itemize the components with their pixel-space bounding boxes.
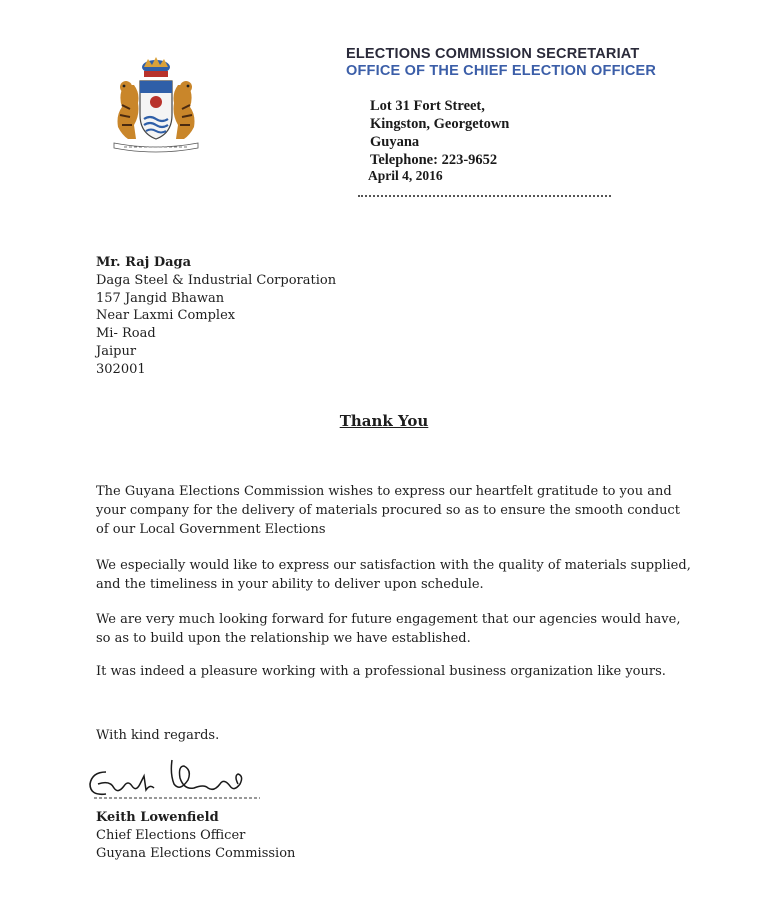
recipient-line: 302001: [96, 361, 146, 377]
recipient-block: [96, 254, 336, 379]
address-line: Guyana: [370, 134, 420, 150]
body-paragraph: We are very much looking forward for future engagement that our agencies would have, so as to build upon the relationship we have established.: [96, 612, 681, 646]
recipient-line: Near Laxmi Complex: [96, 308, 236, 324]
letter-date: April 4, 2016: [368, 168, 443, 183]
sender-address: [370, 97, 509, 169]
body-paragraph: The Guyana Elections Commission wishes to express our heartfelt gratitude to you and your company for the delivery of materials procured so as to ensure the smooth conduct of our Local Government Elections: [96, 484, 680, 537]
telephone-line: Telephone: 223-9652: [370, 152, 498, 168]
address-line: Lot 31 Fort Street,: [370, 98, 485, 114]
recipient-line: Mi- Road: [96, 326, 156, 342]
recipient-name: Mr. Raj Daga: [96, 255, 192, 270]
signatory-org: Guyana Elections Commission: [96, 846, 296, 861]
signatory-name: Keith Lowenfield: [96, 810, 219, 825]
address-line: Kingston, Georgetown: [370, 116, 510, 132]
org-office: OFFICE OF THE CHIEF ELECTION OFFICER: [346, 63, 657, 79]
body-paragraph: It was indeed a pleasure working with a professional business organization like yours.: [96, 664, 666, 679]
dotted-divider: [358, 195, 611, 197]
signatory-title: Chief Elections Officer: [96, 828, 246, 843]
coat-of-arms-icon: [104, 55, 208, 155]
closing-line: With kind regards.: [96, 728, 220, 743]
body-paragraph: We especially would like to express our satisfaction with the quality of materials supplied, and the timeliness in your ability to deliver upon schedule.: [96, 558, 691, 592]
signatory-block: [96, 809, 295, 863]
recipient-line: Jaipur: [96, 343, 137, 359]
letter-subject: Thank You: [339, 412, 429, 430]
recipient-line: Daga Steel & Industrial Corporation: [96, 272, 337, 288]
org-name: ELECTIONS COMMISSION SECRETARIAT: [346, 46, 640, 62]
signature-icon: [84, 750, 264, 808]
recipient-line: 157 Jangid Bhawan: [96, 290, 225, 306]
